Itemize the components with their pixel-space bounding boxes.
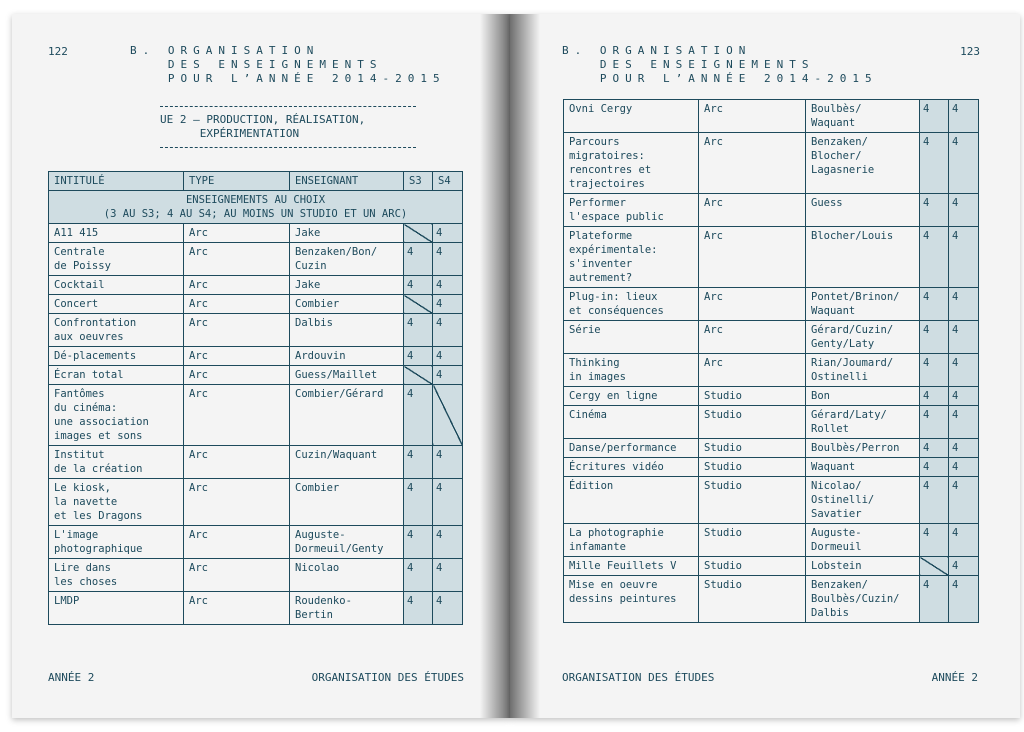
s4-credits: 4: [433, 592, 463, 625]
footer-left: ANNÉE 2: [48, 671, 95, 684]
s3-credits: 4: [404, 526, 433, 559]
s3-credits: 4: [920, 194, 949, 227]
gutter-shadow: [480, 14, 510, 718]
course-type: Studio: [699, 458, 806, 477]
courses-table-left: [48, 171, 463, 625]
left-page: [12, 14, 510, 718]
table-row: [49, 479, 463, 526]
table-row: [49, 224, 463, 243]
footer-right: ANNÉE 2: [931, 671, 978, 684]
course-title: Édition: [564, 477, 699, 524]
course-teacher: Nicolao/ Ostinelli/ Savatier: [806, 477, 920, 524]
s4-credits: 4: [949, 354, 979, 387]
s4-credits: 4: [949, 557, 979, 576]
column-header: TYPE: [184, 172, 290, 191]
course-title: Danse/performance: [564, 439, 699, 458]
course-teacher: Combier/Gérard: [290, 385, 404, 446]
course-type: Arc: [184, 366, 290, 385]
s4-credits: 4: [433, 526, 463, 559]
course-type: Arc: [184, 385, 290, 446]
dashed-rule: [160, 106, 416, 107]
course-teacher: Guess/Maillet: [290, 366, 404, 385]
table-row: [49, 385, 463, 446]
s3-credits: 4: [920, 439, 949, 458]
s3-credits: 4: [920, 288, 949, 321]
s4-credits: 4: [433, 243, 463, 276]
course-type: Studio: [699, 477, 806, 524]
course-type: Studio: [699, 524, 806, 557]
table-row: [49, 592, 463, 625]
course-title: Ovni Cergy: [564, 100, 699, 133]
choice-note-row: [49, 191, 463, 224]
s4-credits: 4: [433, 347, 463, 366]
course-type: Arc: [699, 354, 806, 387]
course-teacher: Auguste- Dormeuil: [806, 524, 920, 557]
table-row: [49, 295, 463, 314]
course-type: Arc: [184, 559, 290, 592]
s4-credits: 4: [433, 559, 463, 592]
course-teacher: Gérard/Cuzin/ Genty/Laty: [806, 321, 920, 354]
course-teacher: Cuzin/Waquant: [290, 446, 404, 479]
course-type: Studio: [699, 557, 806, 576]
s4-credits: 4: [949, 458, 979, 477]
course-teacher: Waquant: [806, 458, 920, 477]
s4-credits: 4: [949, 406, 979, 439]
book-spread: [12, 14, 1020, 718]
course-type: Arc: [699, 227, 806, 288]
table-row: [564, 227, 979, 288]
courses-table-right: [563, 99, 979, 623]
course-type: Arc: [184, 224, 290, 243]
course-teacher: Blocher/Louis: [806, 227, 920, 288]
course-title: Dé-placements: [49, 347, 184, 366]
course-title: Série: [564, 321, 699, 354]
column-header: S4: [433, 172, 463, 191]
table-body: [564, 100, 979, 623]
table-row: [564, 406, 979, 439]
footer-right: ORGANISATION DES ÉTUDES: [311, 671, 464, 684]
s3-credits: [404, 295, 433, 314]
course-title: Écritures vidéo: [564, 458, 699, 477]
table-row: [49, 347, 463, 366]
s3-credits: 4: [404, 314, 433, 347]
ue-title: UE 2 – PRODUCTION, RÉALISATION, EXPÉRIMENTATION: [160, 113, 366, 140]
course-type: Arc: [184, 592, 290, 625]
course-title: Performer l'espace public: [564, 194, 699, 227]
table-row: [564, 477, 979, 524]
s4-credits: 4: [949, 576, 979, 623]
table-row: [564, 354, 979, 387]
table-body: [49, 224, 463, 625]
s3-credits: 4: [920, 354, 949, 387]
course-title: Lire dans les choses: [49, 559, 184, 592]
s3-credits: 4: [404, 243, 433, 276]
table-row: [564, 387, 979, 406]
s4-credits: 4: [433, 479, 463, 526]
s4-credits: 4: [949, 321, 979, 354]
course-title: Mille Feuillets V: [564, 557, 699, 576]
course-type: Arc: [184, 446, 290, 479]
table-row: [49, 276, 463, 295]
s3-credits: 4: [404, 479, 433, 526]
column-header: INTITULÉ: [49, 172, 184, 191]
s4-credits: 4: [949, 100, 979, 133]
course-teacher: Lobstein: [806, 557, 920, 576]
course-title: Mise en oeuvre dessins peintures: [564, 576, 699, 623]
s4-credits: 4: [949, 194, 979, 227]
s3-credits: 4: [920, 387, 949, 406]
course-title: L'image photographique: [49, 526, 184, 559]
course-type: Arc: [184, 276, 290, 295]
s4-credits: 4: [433, 276, 463, 295]
table-row: [564, 288, 979, 321]
course-type: Arc: [184, 295, 290, 314]
ue-block: [160, 102, 416, 148]
s4-credits: 4: [433, 224, 463, 243]
s3-credits: 4: [920, 406, 949, 439]
course-title: Centrale de Poissy: [49, 243, 184, 276]
course-teacher: Benzaken/ Blocher/ Lagasnerie: [806, 133, 920, 194]
right-page: [510, 14, 1020, 718]
s3-credits: 4: [920, 576, 949, 623]
course-title: Confrontation aux oeuvres: [49, 314, 184, 347]
course-title: Plateforme expérimentale: s'inventer autrement?: [564, 227, 699, 288]
s3-credits: 4: [404, 446, 433, 479]
course-title: Institut de la création: [49, 446, 184, 479]
course-title: Écran total: [49, 366, 184, 385]
course-teacher: Auguste- Dormeuil/Genty: [290, 526, 404, 559]
s3-credits: 4: [920, 133, 949, 194]
table-row: [49, 243, 463, 276]
course-teacher: Benzaken/ Boulbès/Cuzin/ Dalbis: [806, 576, 920, 623]
course-teacher: Benzaken/Bon/ Cuzin: [290, 243, 404, 276]
course-type: Arc: [699, 194, 806, 227]
course-teacher: Ardouvin: [290, 347, 404, 366]
course-teacher: Nicolao: [290, 559, 404, 592]
table-row: [564, 321, 979, 354]
s4-credits: 4: [433, 295, 463, 314]
s3-credits: [920, 557, 949, 576]
course-title: Cinéma: [564, 406, 699, 439]
s4-credits: 4: [949, 227, 979, 288]
s4-credits: 4: [949, 524, 979, 557]
course-teacher: Boulbès/Perron: [806, 439, 920, 458]
s3-credits: 4: [404, 592, 433, 625]
course-teacher: Boulbès/ Waquant: [806, 100, 920, 133]
course-teacher: Combier: [290, 479, 404, 526]
table-row: [49, 314, 463, 347]
course-title: Cocktail: [49, 276, 184, 295]
s4-credits: 4: [433, 446, 463, 479]
course-teacher: Guess: [806, 194, 920, 227]
course-type: Studio: [699, 576, 806, 623]
table-row: [564, 524, 979, 557]
course-title: Le kiosk, la navette et les Dragons: [49, 479, 184, 526]
course-teacher: Roudenko- Bertin: [290, 592, 404, 625]
table-row: [49, 366, 463, 385]
course-type: Arc: [184, 479, 290, 526]
course-teacher: Pontet/Brinon/ Waquant: [806, 288, 920, 321]
course-teacher: Combier: [290, 295, 404, 314]
s4-credits: [433, 385, 463, 446]
choice-note: ENSEIGNEMENTS AU CHOIX (3 AU S3; 4 AU S4; AU MOINS UN STUDIO ET UN ARC): [49, 191, 463, 224]
s3-credits: 4: [920, 477, 949, 524]
course-teacher: Bon: [806, 387, 920, 406]
course-title: LMDP: [49, 592, 184, 625]
s3-credits: 4: [920, 321, 949, 354]
table-row: [49, 446, 463, 479]
course-teacher: Dalbis: [290, 314, 404, 347]
course-title: Fantômes du cinéma: une association images et sons: [49, 385, 184, 446]
section-header: B. ORGANISATION DES ENSEIGNEMENTS POUR L’ANNÉE 2014-2015: [562, 44, 878, 85]
column-header: ENSEIGNANT: [290, 172, 404, 191]
course-title: Thinking in images: [564, 354, 699, 387]
table-row: [564, 133, 979, 194]
course-type: Studio: [699, 439, 806, 458]
course-type: Arc: [184, 243, 290, 276]
table-row: [564, 557, 979, 576]
course-type: Arc: [699, 133, 806, 194]
s3-credits: 4: [404, 347, 433, 366]
table-header-row: [49, 172, 463, 191]
course-type: Arc: [184, 347, 290, 366]
section-header: B. ORGANISATION DES ENSEIGNEMENTS POUR L’ANNÉE 2014-2015: [130, 44, 446, 85]
s3-credits: 4: [920, 524, 949, 557]
course-type: Arc: [699, 100, 806, 133]
s3-credits: 4: [920, 100, 949, 133]
gutter-shadow: [510, 14, 540, 718]
page-number: 122: [48, 45, 68, 58]
table-row: [564, 458, 979, 477]
footer-left: ORGANISATION DES ÉTUDES: [562, 671, 715, 684]
s3-credits: [404, 224, 433, 243]
s4-credits: 4: [433, 366, 463, 385]
course-type: Studio: [699, 387, 806, 406]
course-teacher: Jake: [290, 224, 404, 243]
s3-credits: 4: [920, 458, 949, 477]
course-title: Concert: [49, 295, 184, 314]
course-title: La photographie infamante: [564, 524, 699, 557]
s4-credits: 4: [433, 314, 463, 347]
course-title: Plug-in: lieux et conséquences: [564, 288, 699, 321]
table-row: [564, 194, 979, 227]
s3-credits: [404, 366, 433, 385]
table-row: [49, 526, 463, 559]
course-teacher: Gérard/Laty/ Rollet: [806, 406, 920, 439]
dashed-rule: [160, 147, 416, 148]
s4-credits: 4: [949, 439, 979, 458]
table-row: [564, 576, 979, 623]
table-row: [49, 559, 463, 592]
column-header: S3: [404, 172, 433, 191]
page-number: 123: [960, 45, 980, 58]
s4-credits: 4: [949, 387, 979, 406]
course-title: A11 415: [49, 224, 184, 243]
s3-credits: 4: [404, 276, 433, 295]
course-type: Arc: [699, 321, 806, 354]
s4-credits: 4: [949, 133, 979, 194]
course-teacher: Rian/Joumard/ Ostinelli: [806, 354, 920, 387]
course-type: Arc: [184, 314, 290, 347]
course-teacher: Jake: [290, 276, 404, 295]
course-title: Cergy en ligne: [564, 387, 699, 406]
s4-credits: 4: [949, 288, 979, 321]
s3-credits: 4: [404, 559, 433, 592]
course-type: Studio: [699, 406, 806, 439]
s3-credits: 4: [404, 385, 433, 446]
course-type: Arc: [699, 288, 806, 321]
course-type: Arc: [184, 526, 290, 559]
table-row: [564, 439, 979, 458]
s4-credits: 4: [949, 477, 979, 524]
course-title: Parcours migratoires: rencontres et trajectoires: [564, 133, 699, 194]
s3-credits: 4: [920, 227, 949, 288]
table-row: [564, 100, 979, 133]
